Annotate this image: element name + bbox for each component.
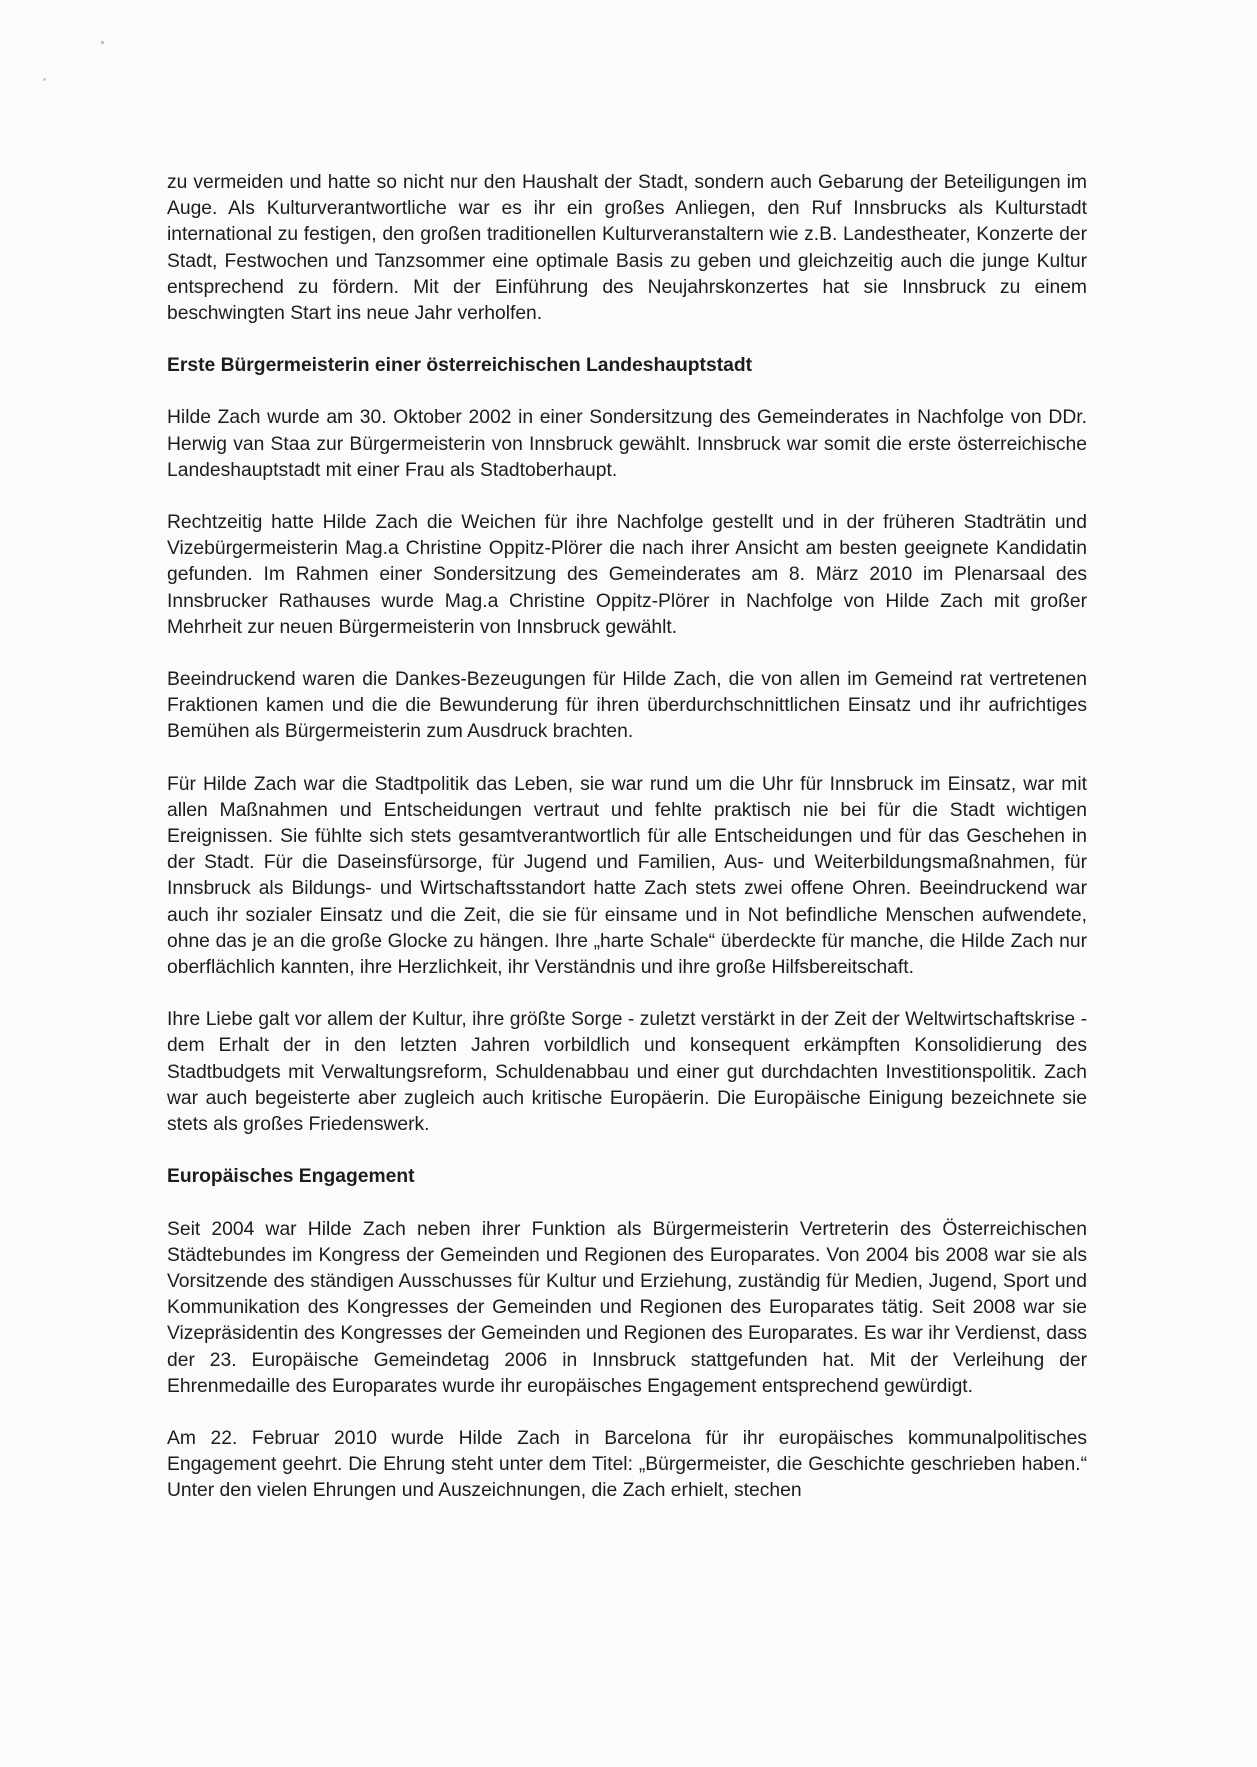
paragraph-succession: Rechtzeitig hatte Hilde Zach die Weichen für ihre Nachfolge gestellt und in der früheren Stadträtin und Vizebürgermeisterin Mag.a Christine Oppitz-Plörer die nach ihrer Ansicht am besten geeignete Kandidatin gefunden. Im Rahmen einer Sondersitzung des Gemeinderates am 8. März 2010 im Plenarsaal des Innsbrucker Rathauses wurde Mag.a Christine Oppitz-Plörer in Nachfolge von Hilde Zach mit großer Mehrheit zur neuen Bürgermeisterin von Innsbruck gewählt. — [167, 512, 1087, 638]
section-heading-first-mayor: Erste Bürgermeisterin einer österreichischen Landeshauptstadt — [167, 355, 753, 377]
opening-paragraph: zu vermeiden und hatte so nicht nur den Haushalt der Stadt, sondern auch Gebarung der Beteiligungen im Auge. Als Kulturverantwortliche war es ihr ein großes Anliegen, den Ruf Innsbrucks als Kulturstadt international zu festigen, den großen traditionellen Kulturveranstaltern wie z.B. Landestheater, Konzerte der Stadt, Festwochen und Tanzsommer eine optimale Basis zu geben und gleichzeitig auch die junge Kultur entsprechend zu fördern. Mit der Einführung des Neujahrskonzertes hat sie Innsbruck zu einem beschwingten Start ins neue Jahr verholfen. — [167, 172, 1087, 325]
paragraph-city-politics: Für Hilde Zach war die Stadtpolitik das Leben, sie war rund um die Uhr für Innsbruck im Einsatz, war mit allen Maßnahmen und Entscheidungen vertraut und fehlte praktisch nie bei für die Stadt wichtigen Ereignissen. Sie fühlte sich stets gesamtverantwortlich für alle Entscheidungen und für das Geschehen in der Stadt. Für die Daseinsfürsorge, für Jugend und Familien, Aus- und Weiterbildungsmaßnahmen, für Innsbruck als Bildungs- und Wirtschaftsstandort hatte Zach stets zwei offene Ohren. Beeindruckend war auch ihr sozialer Einsatz und die Zeit, die sie für einsame und in Not befindliche Menschen aufwendete, ohne das je an die große Glocke zu hängen. Ihre „harte Schale“ überdeckte für manche, die Hilde Zach nur oberflächlich kannten, ihre Herzlichkeit, ihr Verständnis und ihre große Hilfsbereitschaft. — [167, 773, 1087, 979]
paragraph-thanks: Beeindruckend waren die Dankes-Bezeugungen für Hilde Zach, die von allen im Gemeind rat vertretenen Fraktionen kamen und die die Bewunderung für ihren überdurchschnittlichen Einsatz und ihr aufrichtiges Bemühen als Bürgermeisterin zum Ausdruck brachten. — [167, 669, 1087, 743]
scan-speck — [101, 41, 104, 44]
scan-speck — [43, 78, 46, 81]
document-text — [167, 170, 1087, 1505]
paragraph-congress: Seit 2004 war Hilde Zach neben ihrer Funktion als Bürgermeisterin Vertreterin des Österreichischen Städtebundes im Kongress der Gemeinden und Regionen des Europarates. Von 2004 bis 2008 war sie als Vorsitzende des ständigen Ausschusses für Kultur und Erziehung, zuständig für Medien, Jugend, Sport und Kommunikation des Kongresses der Gemeinden und Regionen des Europarates tätig. Seit 2008 war sie Vizepräsidentin des Kongresses der Gemeinden und Regionen des Europarates. Es war ihr Verdienst, dass der 23. Europäische Gemeindetag 2006 in Innsbruck stattgefunden hat. Mit der Verleihung der Ehrenmedaille des Europarates wurde ihr europäisches Engagement entsprechend gewürdigt. — [167, 1218, 1087, 1397]
paragraph-barcelona: Am 22. Februar 2010 wurde Hilde Zach in Barcelona für ihr europäisches kommunalpolitisches Engagement geehrt. Die Ehrung steht unter dem Titel: „Bürgermeister, die Geschichte geschrieben haben.“ Unter den vielen Ehrungen und Auszeichnungen, die Zach erhielt, stechen — [167, 1427, 1087, 1502]
section-heading-european-engagement: Europäisches Engagement — [167, 1166, 415, 1188]
paragraph-election: Hilde Zach wurde am 30. Oktober 2002 in einer Sondersitzung des Gemeinderates in Nachfolge von DDr. Herwig van Staa zur Bürgermeisterin von Innsbruck gewählt. Innsbruck war somit die erste österreichische Landeshauptstadt mit einer Frau als Stadtoberhaupt. — [167, 407, 1087, 481]
paragraph-culture-budget: Ihre Liebe galt vor allem der Kultur, ihre größte Sorge - zuletzt verstärkt in der Zeit der Weltwirtschaftskrise - dem Erhalt der in den letzten Jahren vorbildlich und konsequent erkämpften Konsolidierung des Stadtbudgets mit Verwaltungsreform, Schuldenabbau und einer gut durchdachten Investitionspolitik. Zach war auch begeisterte aber zugleich auch kritische Europäerin. Die Europäische Einigung bezeichnete sie stets als großes Friedenswerk. — [167, 1009, 1087, 1136]
